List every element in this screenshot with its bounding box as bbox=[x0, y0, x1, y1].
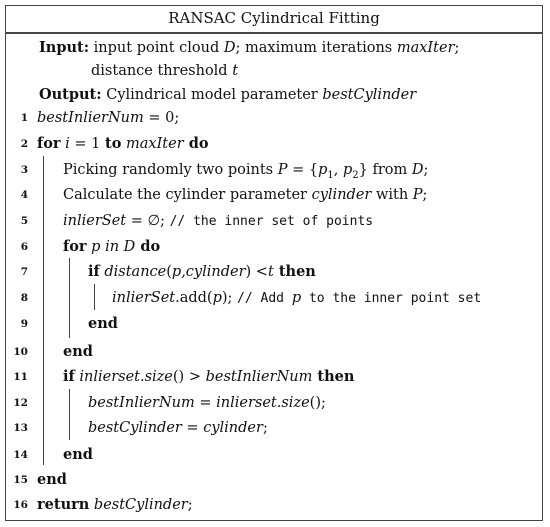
code-line-9: 9 end bbox=[20, 315, 118, 332]
code-line-14: 14 end bbox=[13, 446, 93, 463]
code-line-2: 2 for i = 1 to maxIter do bbox=[20, 135, 209, 152]
input-line-2: distance threshold t bbox=[91, 63, 239, 79]
title-rule-bottom bbox=[6, 33, 542, 34]
code-line-4: 4 Calculate the cylinder parameter cylinder with P; bbox=[20, 187, 428, 203]
code-line-11: 11 if inlierset.size() > bestInlierNum then bbox=[13, 368, 355, 385]
if-distance-block-guide bbox=[94, 284, 95, 310]
code-line-5: 5 inlierSet = ∅; // the inner set of points bbox=[20, 213, 374, 229]
code-line-7: 7 if distance(p,cylinder) <t then bbox=[20, 263, 316, 280]
code-line-10: 10 end bbox=[13, 343, 93, 360]
code-line-12: 12 bestInlierNum = inlierset.size(); bbox=[13, 395, 326, 411]
input-line: Input: input point cloud D; maximum iterations maxIter; bbox=[39, 39, 460, 56]
code-line-8: 8 inlierSet.add(p); // Add p to the inner point set bbox=[20, 290, 482, 306]
inner-for-block-guide bbox=[69, 258, 70, 338]
algorithm-box bbox=[5, 5, 543, 521]
code-line-1: 1 bestInlierNum = 0; bbox=[20, 110, 180, 126]
code-line-13: 13 bestCylinder = cylinder; bbox=[13, 420, 268, 436]
algorithm-title: RANSAC Cylindrical Fitting bbox=[168, 9, 380, 27]
code-line-6: 6 for p in D do bbox=[20, 238, 161, 255]
code-line-3: 3 Picking randomly two points $P = \{p_1$, $p_2$} from D; bbox=[20, 162, 429, 181]
output-line: Output: Cylindrical model parameter bestCylinder bbox=[39, 86, 417, 103]
code-line-16: 16 return bestCylinder; bbox=[13, 496, 193, 513]
for-block-guide bbox=[43, 156, 44, 465]
code-line-15: 15 end bbox=[13, 471, 67, 488]
if-size-block-guide bbox=[69, 389, 70, 440]
